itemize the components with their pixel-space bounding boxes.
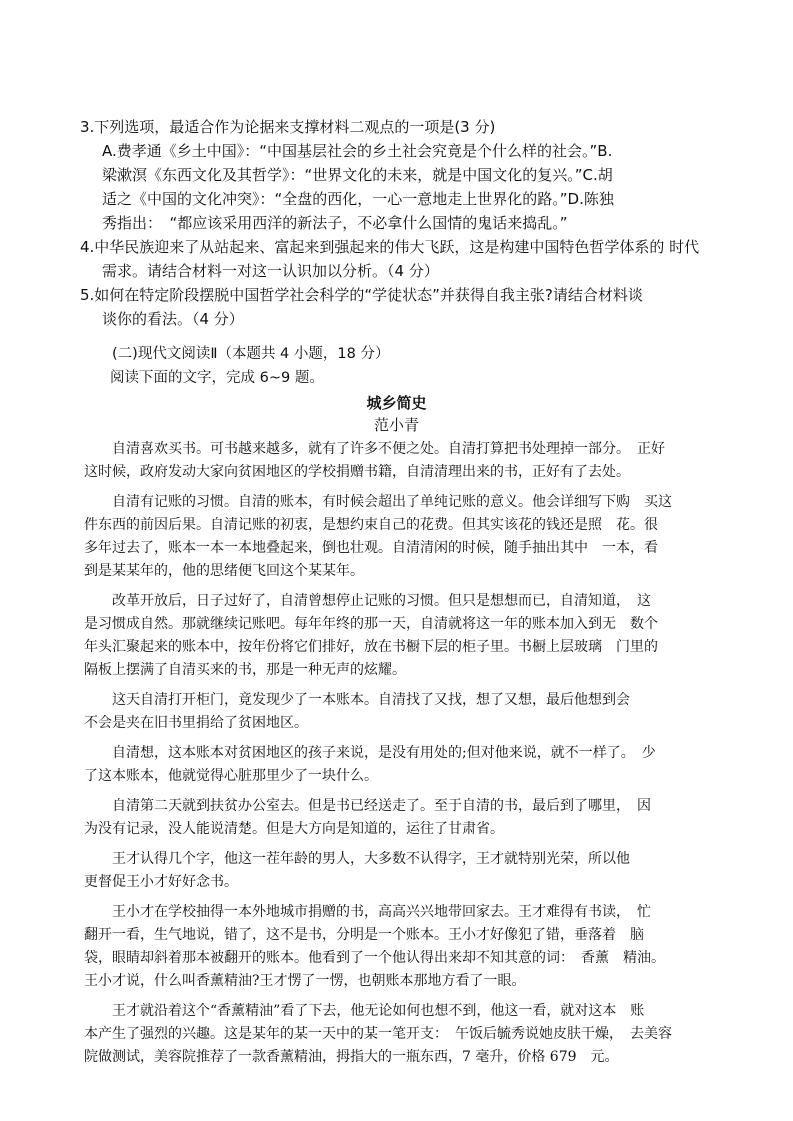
story-paragraph xyxy=(84,901,696,993)
story-line: 隔板上摆满了自清买来的书，那是一种无声的炫耀。 xyxy=(84,662,406,678)
story-title: 城乡简史 xyxy=(366,394,427,412)
question-4-stem-cont: 需求。请结合材料一对这一认识加以分析。（4 分） xyxy=(102,262,439,280)
story-line: 王小才说，什么叫香薰精油?王才愣了一愣，也朝账本那地方看了一眼。 xyxy=(84,973,526,989)
story-line: 更督促王小才好好念书。 xyxy=(84,874,238,890)
story-line: 改革开放后，日子过好了，自清曾想停止记账的习惯。但只是想想而已，自清知道， 这 xyxy=(84,593,651,609)
section-instruction: 阅读下面的文字，完成 6~9 题。 xyxy=(110,370,324,386)
story-paragraph xyxy=(84,590,696,682)
question-4 xyxy=(80,235,700,283)
story-paragraph xyxy=(84,438,696,484)
story-author: 范小青 xyxy=(373,416,419,434)
story-paragraph xyxy=(84,742,696,788)
story-line: 本产生了强烈的兴趣。这是某年的某一天中的某一笔开支： 午饭后毓秀说她皮肤干燥， 去美容 xyxy=(84,1026,672,1042)
section-heading: (二)现代文阅读Ⅱ（本题共 4 小题，18 分） xyxy=(112,346,390,362)
question-3-options-line: 秀指出： “都应该采用西洋的新法子，不必拿什么国情的鬼话来捣乱。” xyxy=(102,214,568,232)
story-body xyxy=(84,438,696,1076)
question-3-options-line: 梁漱溟《东西文化及其哲学》：“世界文化的未来，就是中国文化的复兴。”C.胡 xyxy=(102,166,613,184)
story-paragraph xyxy=(84,1000,696,1069)
question-5-stem: 5.如何在特定阶段摆脱中国哲学社会科学的“学徒状态”并获得自我主张?请结合材料谈 xyxy=(80,286,643,304)
story-paragraph xyxy=(84,491,696,583)
story-line: 自清有记账的习惯。自清的账本，有时候会超出了单纯记账的意义。他会详细写下购 买这 xyxy=(84,494,672,510)
story-line: 是习惯成自然。那就继续记账吧。每年年终的那一天，自清就将这一年的账本加入到无 数个 xyxy=(84,616,658,632)
story-line: 王才就沿着这个“香薰精油”看了下去，他无论如何也想不到，他这一看，就对这本 账 xyxy=(84,1003,645,1019)
question-3-options-line: A.费孝通《乡土中国》：“中国基层社会的乡土社会究竟是个什么样的社会。”B. xyxy=(102,142,613,160)
story-line: 到是某某年的，他的思绪便飞回这个某某年。 xyxy=(84,563,364,579)
story-paragraph xyxy=(84,689,696,735)
story-line: 了这本账本，他就觉得心脏那里少了一块什么。 xyxy=(84,768,378,784)
question-5-stem-cont: 谈你的看法。（4 分） xyxy=(102,310,244,328)
story-line: 为没有记录，没人能说清楚。但是大方向是知道的，运往了甘肃省。 xyxy=(84,821,504,837)
story-line: 年头汇聚起来的账本中，按年份将它们排好，放在书橱下层的柜子里。书橱上层玻璃 门里的 xyxy=(84,639,658,655)
story-line: 件东西的前因后果。自清记账的初衷，是想约束自己的花费。但其实该花的钱还是照 花。很 xyxy=(84,517,658,533)
story-line: 翻开一看，生气地说，错了，这不是书，分明是一个账本。王小才好像犯了错，垂落着 脑 xyxy=(84,927,644,943)
question-3-stem: 3.下列选项，最适合作为论据来支撑材料二观点的一项是(3 分) xyxy=(80,118,496,136)
story-line: 自清第二天就到扶贫办公室去。但是书已经送走了。至于自清的书，最后到了哪里， 因 xyxy=(84,798,651,814)
story-line: 自清想，这本账本对贫困地区的孩子来说，是没有用处的;但对他来说，就不一样了。 少 xyxy=(84,745,656,761)
story-line: 这时候，政府发动大家向贫困地区的学校捐赠书籍，自清清理出来的书，正好有了去处。 xyxy=(84,464,630,480)
story-line: 自清喜欢买书。可书越来越多，就有了许多不便之处。自清打算把书处理掉一部分。 正好 xyxy=(84,441,665,457)
story-line: 这天自清打开柜门，竟发现少了一本账本。自清找了又找，想了又想，最后他想到会 xyxy=(84,692,630,708)
story-paragraph xyxy=(84,795,696,841)
question-5 xyxy=(80,283,700,331)
story-line: 多年过去了，账本一本一本地叠起来，倒也壮观。自清清闲的时候，随手抽出其中 一本，看 xyxy=(84,540,658,556)
story-line: 不会是夹在旧书里捐给了贫困地区。 xyxy=(84,715,308,731)
story-line: 王小才在学校抽得一本外地城市捐赠的书，高高兴兴地带回家去。王才难得有书读， 忙 xyxy=(84,904,651,920)
story-line: 院做测试，美容院推荐了一款香薰精油，拇指大的一瓶东西，7 毫升，价格 679 元。 xyxy=(84,1049,619,1065)
story-line: 袋，眼睛却斜着那本被翻开的账本。他看到了一个他认得出来却不知其意的词： 香薰 精油。 xyxy=(84,950,665,966)
question-3 xyxy=(80,115,700,235)
story-paragraph xyxy=(84,848,696,894)
story-line: 王才认得几个字，他这一茬年龄的男人，大多数不认得字，王才就特别光荣，所以他 xyxy=(84,851,630,867)
question-4-stem: 4.中华民族迎来了从站起来、富起来到强起来的伟大飞跃，这是构建中国特色哲学体系的 时代 xyxy=(80,238,700,256)
question-3-options-line: 适之《中国的文化冲突》：“全盘的西化，一心一意地走上世界化的路。”D.陈独 xyxy=(102,190,614,208)
